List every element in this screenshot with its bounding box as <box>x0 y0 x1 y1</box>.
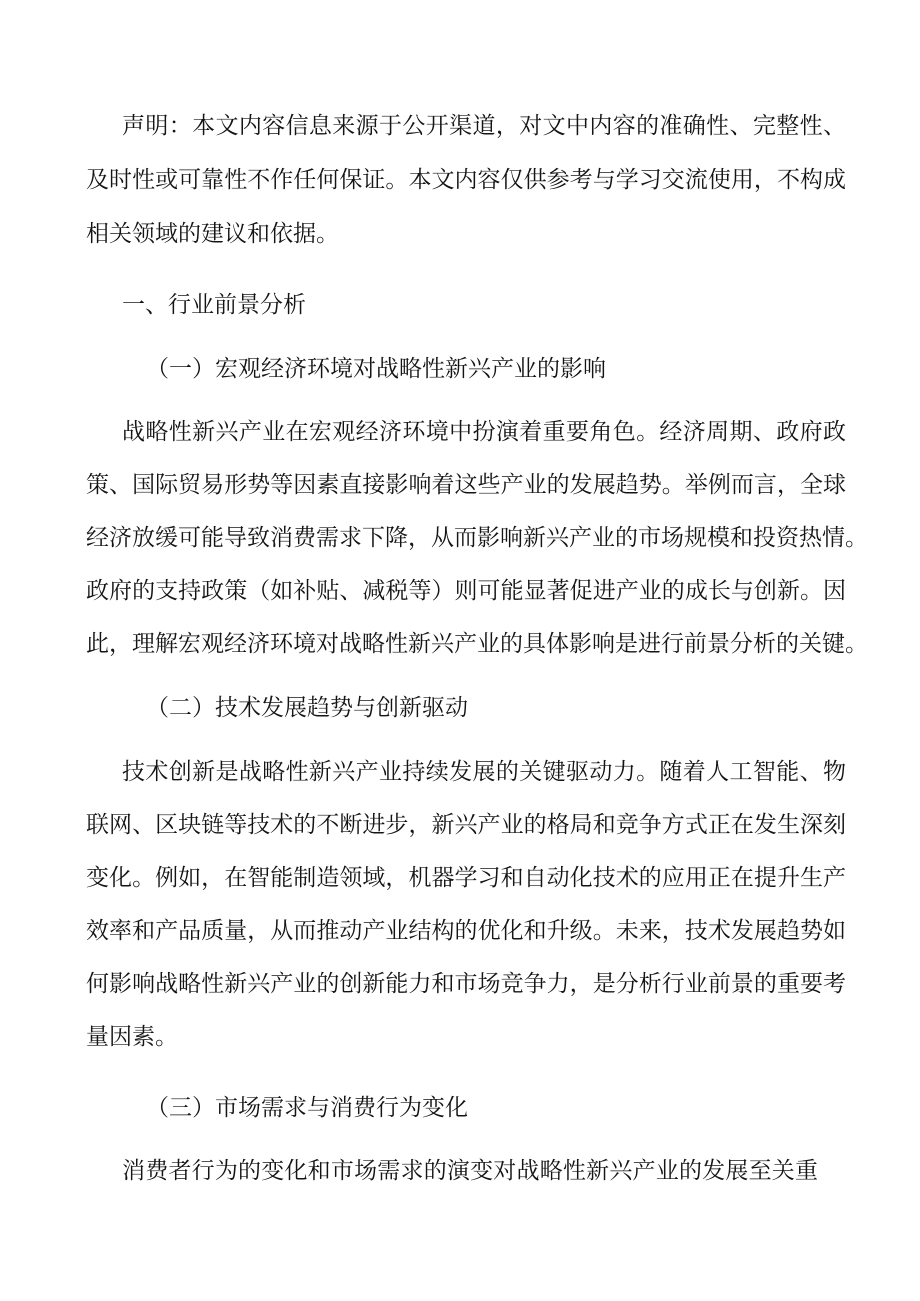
sub3-line-1: 消费者行为的变化和市场需求的演变对战略性新兴产业的发展至关重 <box>122 1158 818 1184</box>
sub1-line-2: 策、国际贸易形势等因素直接影响着这些产业的发展趋势。举例而言，全球 <box>86 472 846 498</box>
sub2-line-4: 效率和产品质量，从而推动产业结构的优化和升级。未来，技术发展趋势如 <box>86 918 846 944</box>
sub1-line-5: 此，理解宏观经济环境对战略性新兴产业的具体影响是进行前景分析的关键。 <box>86 631 868 657</box>
sub2-line-5: 何影响战略性新兴产业的创新能力和市场竞争力，是分析行业前景的重要考 <box>86 971 846 997</box>
subsection-1-heading: （一）宏观经济环境对战略性新兴产业的影响 <box>146 356 606 382</box>
subsection-2-heading: （二）技术发展趋势与创新驱动 <box>146 695 468 721</box>
sub1-line-3: 经济放缓可能导致消费需求下降，从而影响新兴产业的市场规模和投资热情。 <box>86 525 868 551</box>
sub1-line-1: 战略性新兴产业在宏观经济环境中扮演着重要角色。经济周期、政府政 <box>122 419 846 445</box>
sub1-line-4: 政府的支持政策（如补贴、减税等）则可能显著促进产业的成长与创新。因 <box>86 578 846 604</box>
disclaimer-line-1: 声明：本文内容信息来源于公开渠道，对文中内容的准确性、完整性、 <box>122 113 846 139</box>
subsection-3-heading: （三）市场需求与消费行为变化 <box>146 1095 468 1121</box>
section-heading: 一、行业前景分析 <box>122 292 306 318</box>
disclaimer-line-2: 及时性或可靠性不作任何保证。本文内容仅供参考与学习交流使用，不构成 <box>86 167 846 193</box>
sub2-line-2: 联网、区块链等技术的不断进步，新兴产业的格局和竞争方式正在发生深刻 <box>86 812 846 838</box>
sub2-line-3: 变化。例如，在智能制造领域，机器学习和自动化技术的应用正在提升生产 <box>86 865 846 891</box>
sub2-line-6: 量因素。 <box>86 1024 178 1050</box>
sub2-line-1: 技术创新是战略性新兴产业持续发展的关键驱动力。随着人工智能、物 <box>122 759 846 785</box>
disclaimer-line-3: 相关领域的建议和依据。 <box>86 221 339 247</box>
